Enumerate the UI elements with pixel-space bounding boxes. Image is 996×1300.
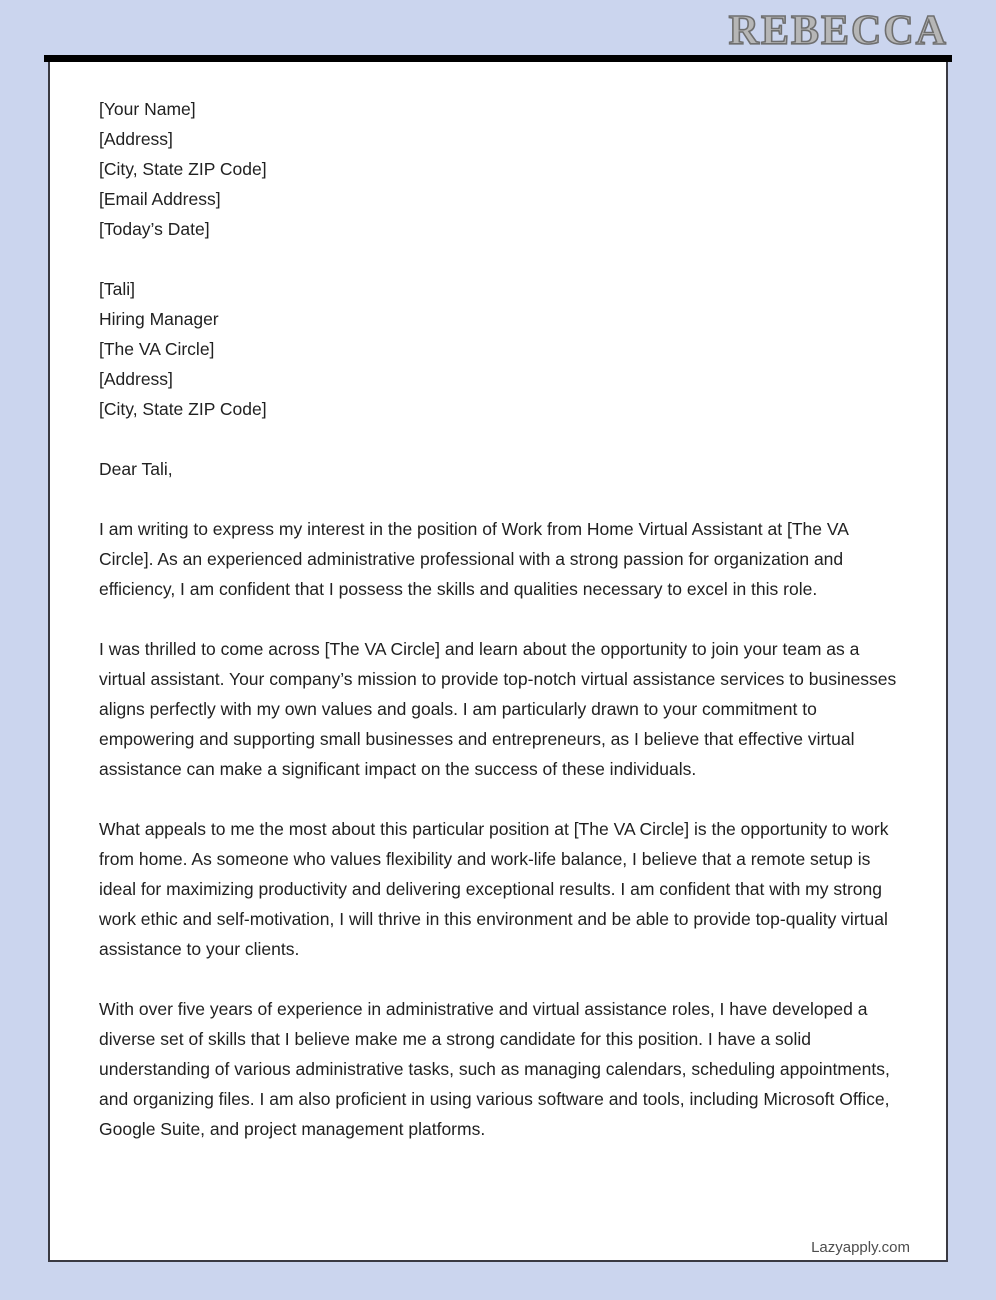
sender-address-line: [Address]	[99, 129, 173, 149]
brand-logo: REBECCA	[728, 8, 948, 54]
sender-date-line: [Today’s Date]	[99, 219, 210, 239]
sender-name-line: [Your Name]	[99, 99, 196, 119]
body-paragraph-2: I was thrilled to come across [The VA Circle] and learn about the opportunity to join your team as a virtual assistant. Your company’s mission to provide top-notch virtual assistance services to businesses aligns perfectly with my own values and goals. I am particularly drawn to your commitment to empowering and supporting small businesses and entrepreneurs, as I believe that effective virtual assistance can make a significant impact on the success of these individuals.	[99, 639, 897, 779]
recipient-address-line: [Address]	[99, 369, 173, 389]
recipient-title-line: Hiring Manager	[99, 309, 219, 329]
body-paragraph-1: I am writing to express my interest in the position of Work from Home Virtual Assistant at [The VA Circle]. As an experienced administrative professional with a strong passion for organization and efficiency, I am confident that I possess the skills and qualities necessary to excel in this role.	[99, 519, 848, 599]
sender-block	[99, 94, 897, 244]
body-paragraph-4: With over five years of experience in administrative and virtual assistance roles, I have developed a diverse set of skills that I believe make me a strong candidate for this position. I have a solid understanding of various administrative tasks, such as managing calendars, scheduling appointments, and organizing files. I am also proficient in using various software and tools, including Microsoft Office, Google Suite, and project management platforms.	[99, 999, 890, 1139]
recipient-city-line: [City, State ZIP Code]	[99, 399, 267, 419]
recipient-block	[99, 274, 897, 424]
page-top-bar	[44, 55, 952, 62]
letter-content	[50, 62, 946, 1144]
body-paragraph-3: What appeals to me the most about this particular position at [The VA Circle] is the opportunity to work from home. As someone who values flexibility and work-life balance, I believe that a remote setup is ideal for maximizing productivity and delivering exceptional results. I am confident that with my strong work ethic and self-motivation, I will thrive in this environment and be able to provide top-quality virtual assistance to your clients.	[99, 819, 889, 959]
recipient-company-line: [The VA Circle]	[99, 339, 215, 359]
sender-city-line: [City, State ZIP Code]	[99, 159, 267, 179]
watermark-text: Lazyapply.com	[805, 1239, 910, 1256]
letter-page	[48, 62, 948, 1262]
sender-email-line: [Email Address]	[99, 189, 221, 209]
salutation: Dear Tali,	[99, 459, 173, 479]
recipient-name-line: [Tali]	[99, 279, 135, 299]
